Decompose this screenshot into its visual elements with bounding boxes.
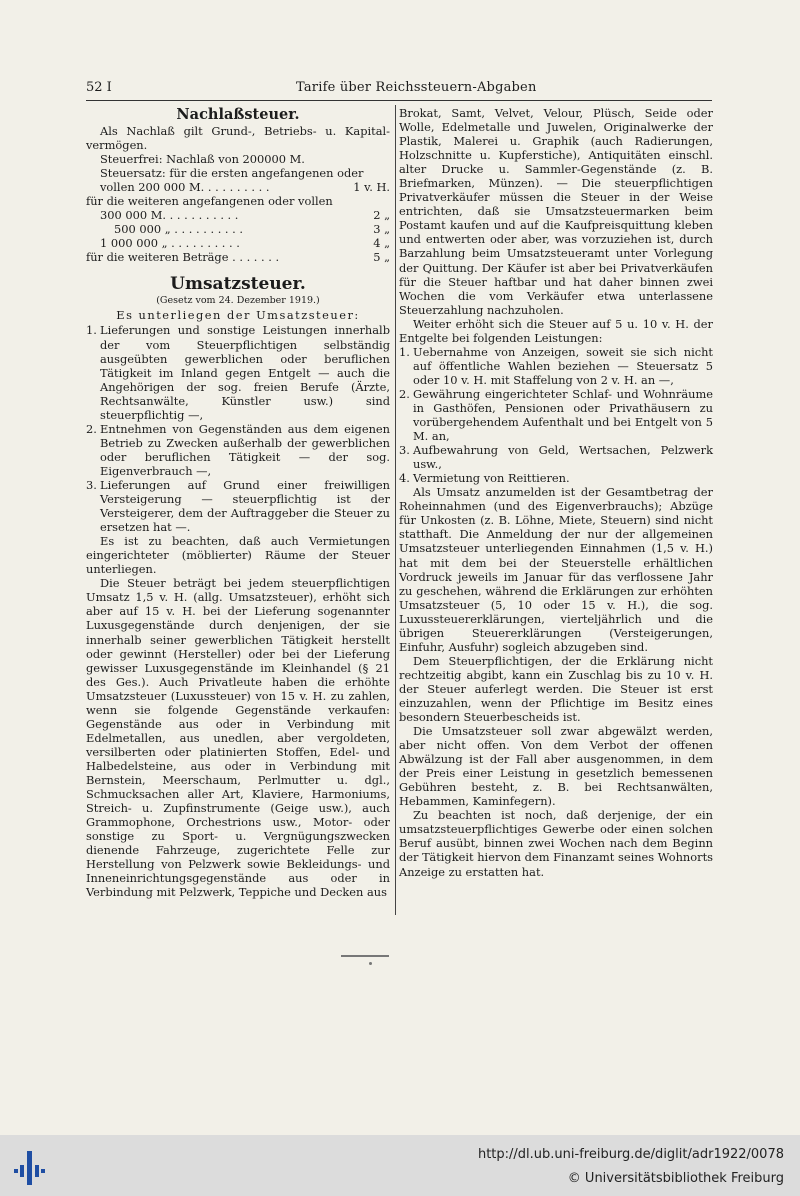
list-text: Lieferungen und sonstige Leistungen innerhalb der vom Steuerpflichtigen selbständig ausgeübten gewerblichen oder beruflichen Tätigkeit im Inland gegen Entgelt — auch die Angehörigen der sog. freien Berufe (Ärzte, Rechtsanwälte, Künstler usw.) sind steuerpflichtig —, <box>100 323 390 422</box>
list-item <box>399 345 713 387</box>
rate-label: vollen 200 000 M. . . . . . . . . . <box>100 180 270 195</box>
paragraph: Steuerfrei: Nachlaß von 200000 M. <box>100 152 305 167</box>
running-header <box>86 80 712 100</box>
list-item <box>86 323 390 421</box>
rate-value: 4 „ <box>373 236 390 251</box>
list-number: 1. <box>399 344 410 359</box>
list-text: Gewährung eingerichteter Schlaf- und Wohnräume in Gasthöfen, Pensionen oder Privathäusern zu vorübergehendem Aufenthalt und bei Entgelt von 5 M. an, <box>413 386 713 444</box>
rate-label: 500 000 „ . . . . . . . . . . <box>114 222 244 237</box>
list-item <box>86 478 390 534</box>
paragraph: Dem Steuerpflichtigen, der die Erklärung nicht rechtzeitig abgibt, kann ein Zuschlag bis zu 10 v. H. der Steuer auferlegt werden. Die Steuer ist erst einzuzahlen, wenn der Pflichtige im Besitz eines besondern Steuerbescheids ist. <box>399 653 713 725</box>
right-column <box>399 106 713 879</box>
rate-row <box>86 208 390 222</box>
list-text: Uebernahme von Anzeigen, soweit sie sich nicht auf öffentliche Wahlen beziehen — Steuersatz 5 oder 10 v. H. mit Staffelung von 2 v. H. an —, <box>413 344 713 387</box>
paragraph: für die weiteren angefangenen oder vollen <box>86 194 333 209</box>
library-logo-icon <box>14 1149 46 1187</box>
list-number: 3. <box>399 443 410 458</box>
list-text: Aufbewahrung von Geld, Wertsachen, Pelzwerk usw., <box>413 443 713 472</box>
end-ornament-dot <box>369 962 372 965</box>
rate-row <box>86 250 390 264</box>
list-item <box>399 443 713 471</box>
left-column <box>86 106 390 899</box>
rate-value: 5 „ <box>373 250 390 265</box>
paragraph: Als Nachlaß gilt Grund-, Betriebs- u. Kapital-vermögen. <box>86 124 390 153</box>
list-item <box>86 422 390 478</box>
list-number: 2. <box>399 386 410 401</box>
column-divider <box>395 105 396 915</box>
paragraph: Es ist zu beachten, daß auch Vermietungen eingerichteter (möblierter) Räume der Steuer unterliegen. <box>86 534 390 577</box>
list-text: Vermietung von Reittieren. <box>413 471 570 486</box>
list-item <box>399 387 713 443</box>
law-reference: (Gesetz vom 24. Dezember 1919.) <box>156 295 320 307</box>
header-rule <box>86 100 712 101</box>
paragraph: Als Umsatz anzumelden ist der Gesamtbetrag der Roheinnahmen (und des Eigenverbrauchs); Abzüge für Unkosten (z. B. Löhne, Miete, Steuern) sind nicht statthaft. Die Anmeldung der nur der allgemeinen Umsatzsteuer unterliegenden Einnahmen (1,5 v. H.) hat mit dem bei der Steuerstelle erhältlichen Vordruck jeweils im Januar für das verflossene Jahr zu geschehen, während die Erklärungen zur erhöhten Umsatzsteuer (5, 10 oder 15 v. H.), die sog. Luxussteuererklärungen, vierteljährlich und die übrigen Steuererklärungen (Versteigerungen, Einfuhr, Ausfuhr) sogleich abzugeben sind. <box>399 485 713 654</box>
running-title: Tarife über Reichssteuern-Abgaben <box>296 80 537 95</box>
paragraph: Zu beachten ist noch, daß derjenige, der ein umsatzsteuerpflichtiges Gewerbe oder einen solchen Beruf ausübt, binnen zwei Wochen nach dem Beginn der Tätigkeit hiervon dem Finanzamt seines Wohnorts Anzeige zu erstatten hat. <box>399 808 713 879</box>
section-heading-nachlass: Nachlaßsteuer. <box>176 106 300 123</box>
rate-row <box>86 236 390 250</box>
rate-value: 3 „ <box>373 222 390 237</box>
rate-value: 2 „ <box>373 208 390 223</box>
viewer-footer-bar <box>0 1135 800 1196</box>
list-number: 2. <box>86 421 97 436</box>
rate-value: 1 v. H. <box>353 180 390 195</box>
rate-row <box>86 180 390 194</box>
rate-row <box>86 222 390 236</box>
page-number: 52 I <box>86 80 112 95</box>
paragraph: Steuersatz: für die ersten angefangenen oder <box>100 166 364 181</box>
rate-label: 1 000 000 „ . . . . . . . . . . <box>100 236 240 251</box>
list-item <box>399 471 713 485</box>
paragraph: Die Steuer beträgt bei jedem steuerpflichtigen Umsatz 1,5 v. H. (allg. Umsatzsteuer), erhöht sich aber auf 15 v. H. bei der Lieferung sogenannter Luxusgegenstände durch denjenigen, der sie innerhalb seiner gewerblichen Tätigkeit herstellt oder gewinnt (Hersteller) oder bei der Lieferung gewisser Luxusgegenstände im Kleinhandel (§ 21 des Ges.). Auch Privatleute haben die erhöhte Umsatzsteuer (Luxussteuer) von 15 v. H. zu zahlen, wenn sie folgende Gegenstände verkaufen: Gegenstände aus oder in Verbindung mit Edelmetallen, aus unedlen, aber vergoldeten, versilberten oder platinierten Stoffen, Edel- und Halbedelsteine, aus oder in Verbindung mit Bernstein, Meerschaum, Perlmutter u. dgl., Schmucksachen aller Art, Klaviere, Harmoniums, Streich- u. Zupfinstrumente (Geige usw.), auch Grammophone, Orchestrions usw., Motor- oder sonstige zu Sport- u. Vergnügungszwecken dienende Fahrzeuge, zugerichtete Felle zur Herstellung von Pelzwerk sowie Bekleidungs- und Inneneinrichtungsgegenstände aus oder in Verbindung mit Pelzwerk, Teppiche und Decken aus <box>86 576 390 900</box>
list-number: 1. <box>86 323 97 338</box>
rate-label: für die weiteren Beträge . . . . . . . <box>86 250 280 265</box>
list-number: 4. <box>399 471 410 486</box>
list-text: Entnehmen von Gegenständen aus dem eigenen Betrieb zu Zwecken außerhalb der gewerblichen oder beruflichen Tätigkeit — der sog. Eigenverbrauch —, <box>100 421 390 478</box>
spaced-subheading: Es unterliegen der Umsatzsteuer: <box>116 308 360 323</box>
rate-label: 300 000 M. . . . . . . . . . . <box>100 208 239 223</box>
list-text: Lieferungen auf Grund einer freiwilligen Versteigerung — steuerpflichtig ist der Versteigerer, dem der Auftraggeber die Steuer zu ersetzen hat —. <box>100 477 390 535</box>
copyright-notice: © Universitätsbibliothek Freiburg <box>567 1171 784 1186</box>
paragraph: Weiter erhöht sich die Steuer auf 5 u. 10 v. H. der Entgelte bei folgenden Leistungen: <box>399 316 713 345</box>
end-ornament-line <box>341 955 389 957</box>
list-number: 3. <box>86 477 97 492</box>
permalink-url[interactable]: http://dl.ub.uni-freiburg.de/diglit/adr1922/0078 <box>477 1147 784 1162</box>
paragraph: Brokat, Samt, Velvet, Velour, Plüsch, Seide oder Wolle, Edelmetalle und Juwelen, Originalwerke der Plastik, Malerei u. Graphik (auch Radierungen, Holzschnitte u. Kupferstiche), Antiquitäten einschl. alter Drucke u. Sammler-Gegenstände (z. B. Briefmarken, Münzen). — Die steuerpflichtigen Privatverkäufer müssen die Steuer in der Weise entrichten, daß sie Umsatzsteuermarken beim Postamt kaufen und auf die Kaufpreisquittung kleben und entwerten oder aber, was vorzuziehen ist, durch Barzahlung beim Umsatzsteueramt unter Vorlegung der Quittung. Der Käufer ist aber bei Privatverkäufen für die Steuer haftbar und hat daher binnen zwei Wochen die vom Verkäufer etwa unterlassene Steuerzahlung nachzuholen. <box>399 106 713 317</box>
section-heading-umsatz: Umsatzsteuer. <box>170 274 306 295</box>
paragraph: Die Umsatzsteuer soll zwar abgewälzt werden, aber nicht offen. Von dem Verbot der offenen Abwälzung ist der Fall aber ausgenommen, in dem der Preis einer Leistung in gesetzlich bemessenen Gebühren besteht, z. B. bei Rechtsanwälten, Hebammen, Kaminfegern). <box>399 724 713 809</box>
